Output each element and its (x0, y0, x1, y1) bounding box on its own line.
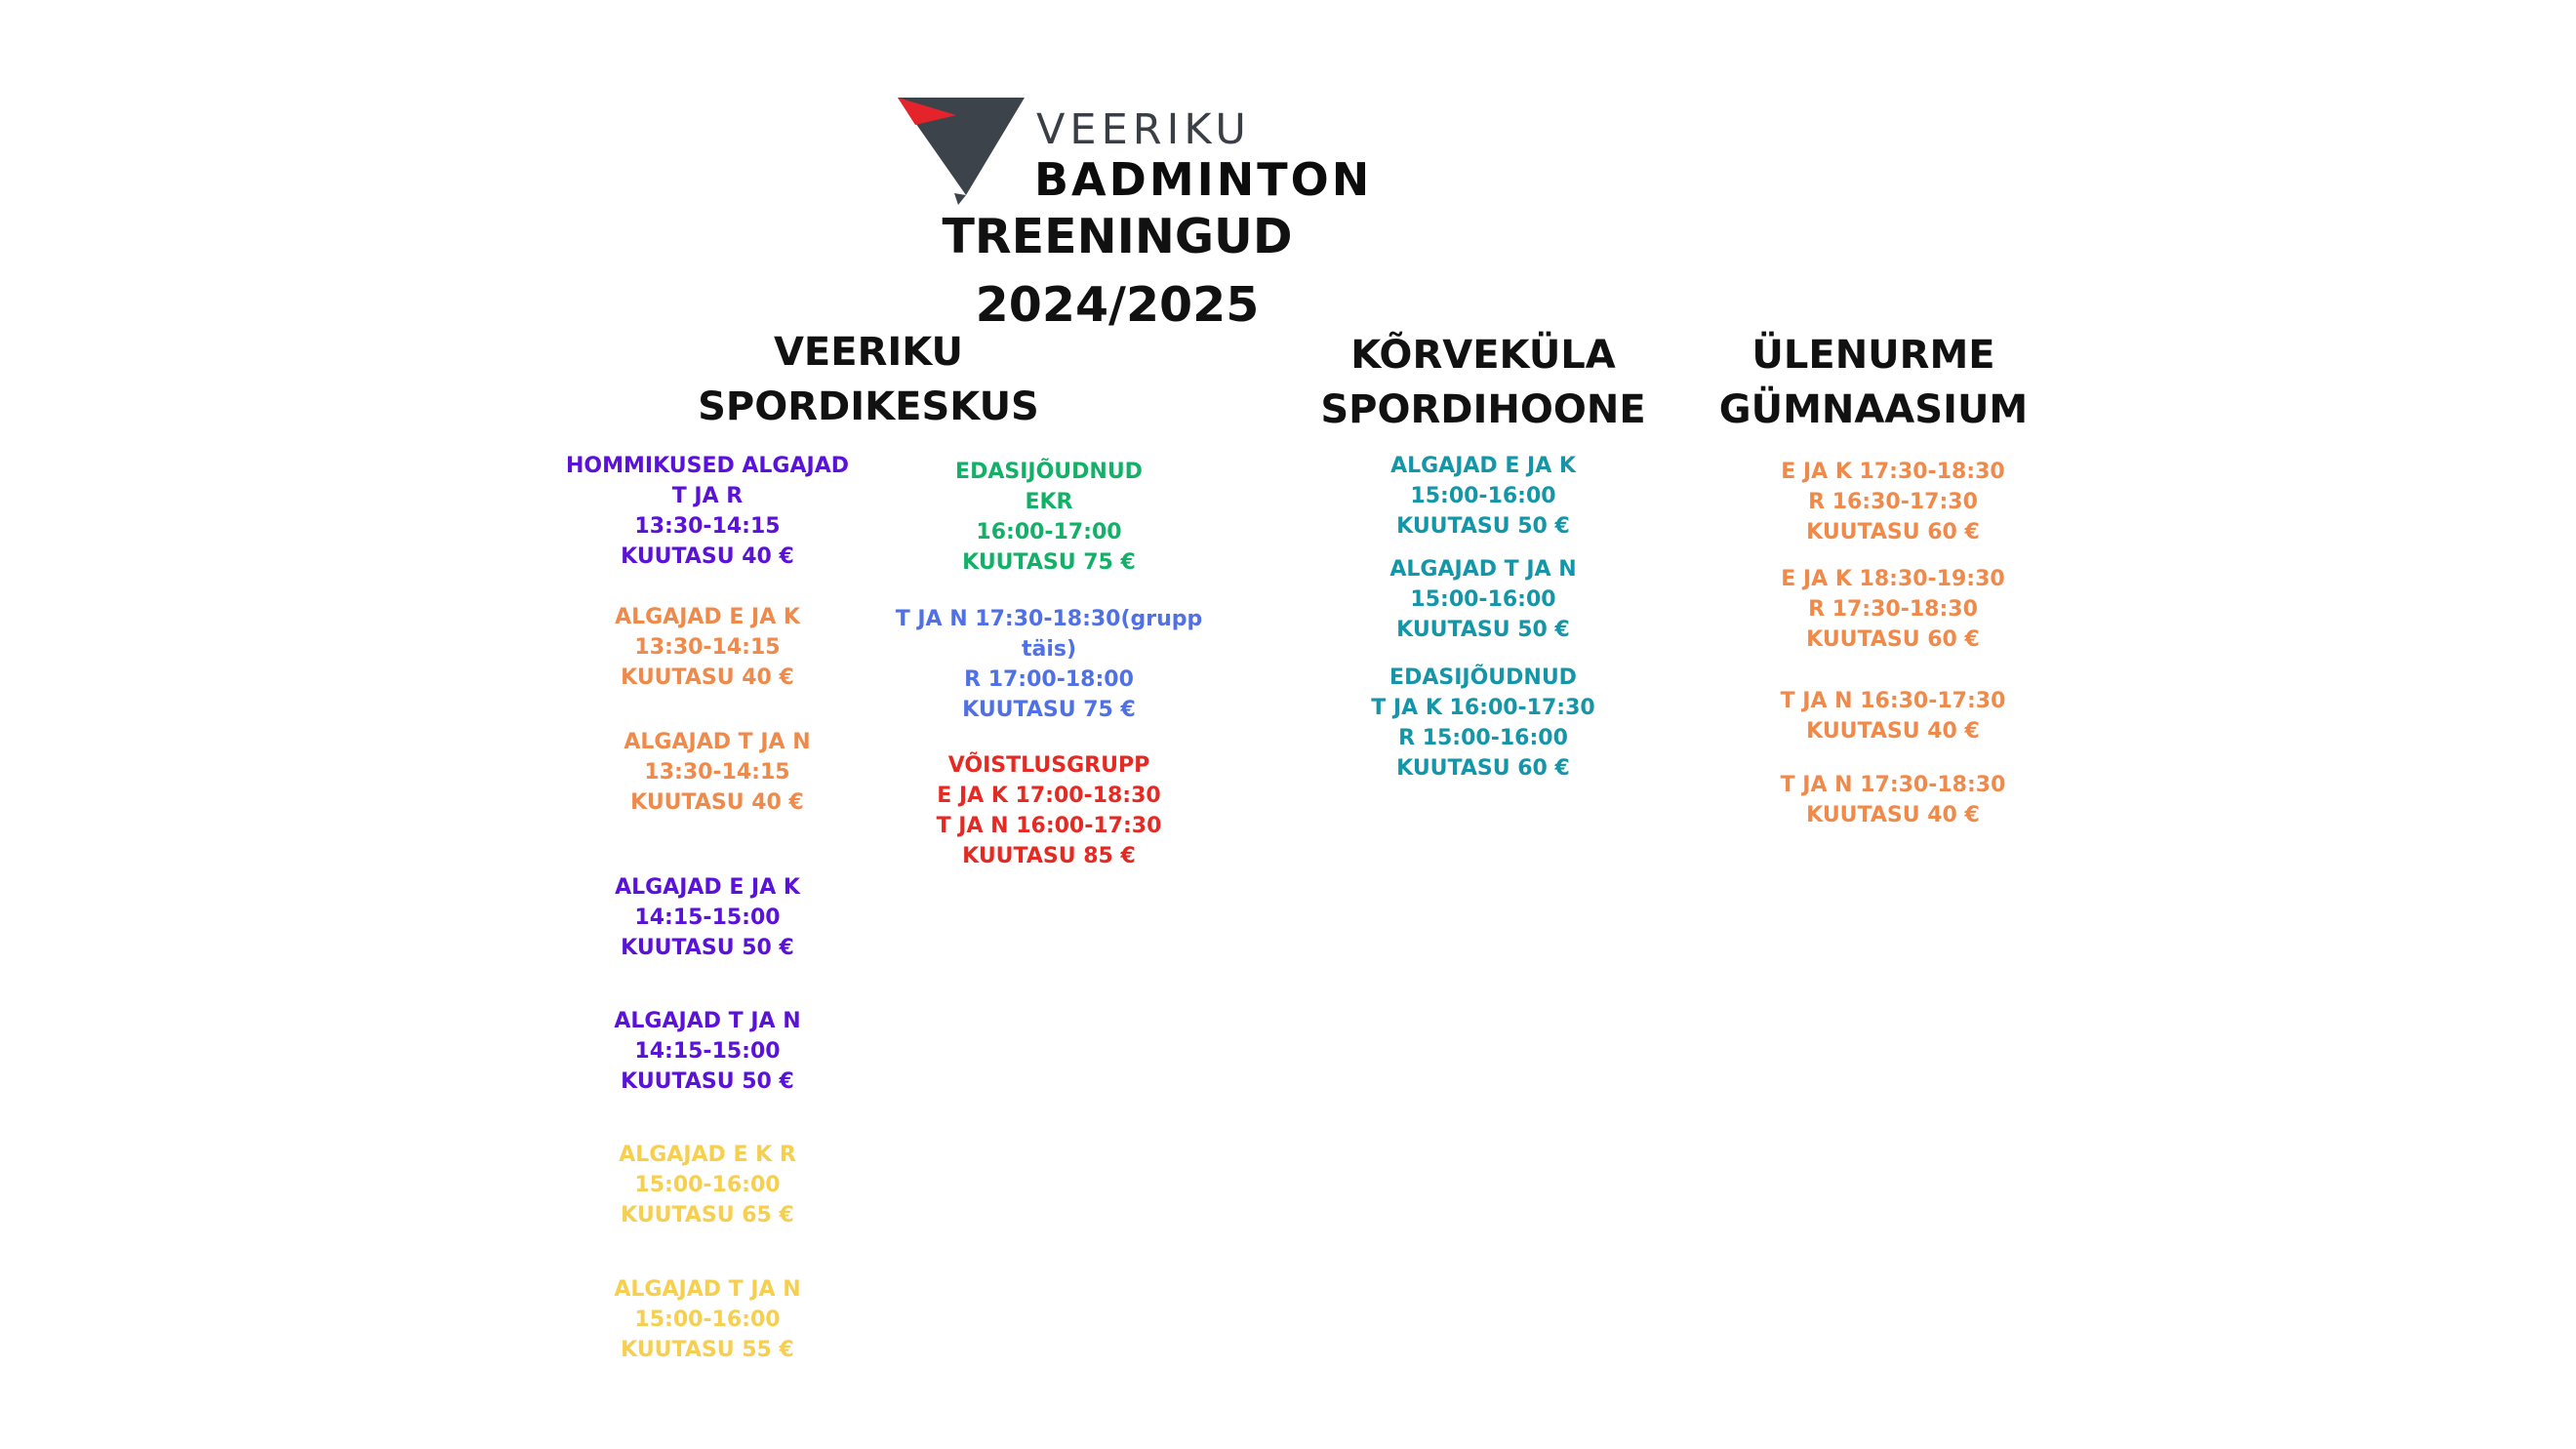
venue-heading-korvekula (1298, 328, 1669, 437)
schedule-block (1732, 686, 2054, 746)
page-title (878, 203, 1356, 340)
schedule-line: T JA N 17:30-18:30 (1780, 773, 2006, 797)
schedule-block (1322, 554, 1644, 645)
schedule-line: KUUTASU 55 € (621, 1338, 794, 1362)
schedule-line: T JA N 16:30-17:30 (1780, 689, 2006, 713)
schedule-line: R 17:00-18:00 (964, 667, 1134, 692)
venue-heading-line: KÕRVEKÜLA (1350, 333, 1616, 378)
schedule-line: E JA K 17:30-18:30 (1781, 460, 2005, 484)
schedule-line: KUUTASU 40 € (621, 544, 794, 569)
badminton-shuttlecock-logo-icon (898, 98, 1025, 207)
schedule-line: KUUTASU 40 € (621, 665, 794, 690)
schedule-line: 15:00-16:00 (634, 1173, 781, 1197)
schedule-line: 13:30-14:15 (644, 760, 790, 785)
schedule-block (888, 604, 1210, 725)
schedule-line: T JA N 17:30-18:30(grupp (895, 607, 1203, 631)
schedule-line: KUUTASU 40 € (630, 790, 804, 815)
schedule-line: HOMMIKUSED ALGAJAD (565, 454, 849, 478)
schedule-line: täis) (1021, 637, 1077, 662)
schedule-line: ALGAJAD E JA K (615, 605, 800, 629)
schedule-line: ALGAJAD E JA K (1390, 454, 1576, 478)
schedule-block (1322, 451, 1644, 542)
schedule-line: 13:30-14:15 (634, 514, 781, 539)
schedule-block (1732, 457, 2054, 547)
schedule-line: KUUTASU 40 € (1806, 719, 1980, 744)
schedule-block (556, 727, 878, 818)
title-line-2: 2024/2025 (975, 277, 1260, 333)
schedule-line: ALGAJAD T JA N (614, 1277, 801, 1302)
schedule-line: 15:00-16:00 (634, 1308, 781, 1332)
schedule-block (888, 750, 1210, 871)
schedule-line: T JA N 16:00-17:30 (936, 814, 1162, 838)
schedule-line: 15:00-16:00 (1410, 484, 1556, 508)
schedule-line: R 17:30-18:30 (1808, 597, 1978, 622)
schedule-line: KUUTASU 75 € (962, 698, 1136, 722)
schedule-line: EDASIJÕUDNUD (1389, 665, 1577, 690)
schedule-block (1732, 770, 2054, 830)
schedule-line: 16:00-17:00 (976, 520, 1122, 544)
schedule-line: KUUTASU 50 € (621, 1069, 794, 1094)
venue-heading-line: VEERIKU (773, 330, 964, 375)
schedule-line: R 16:30-17:30 (1808, 490, 1978, 514)
schedule-line: EKR (1025, 490, 1073, 514)
schedule-line: KUUTASU 50 € (621, 936, 794, 960)
schedule-line: KUUTASU 60 € (1396, 756, 1570, 781)
schedule-block (546, 1140, 868, 1230)
schedule-line: R 15:00-16:00 (1398, 726, 1568, 750)
schedule-line: EDASIJÕUDNUD (955, 460, 1143, 484)
schedule-block (546, 872, 868, 963)
brand-name-bottom: BADMINTON (1034, 153, 1373, 206)
schedule-line: ALGAJAD E JA K (615, 875, 800, 900)
schedule-line: KUUTASU 85 € (962, 844, 1136, 868)
venue-heading-veeriku (673, 325, 1064, 434)
venue-heading-line: SPORDIHOONE (1320, 387, 1646, 432)
schedule-line: KUUTASU 50 € (1396, 618, 1570, 642)
schedule-line: T JA K 16:00-17:30 (1371, 696, 1595, 720)
schedule-line: ALGAJAD T JA N (1389, 557, 1577, 582)
schedule-line: E JA K 18:30-19:30 (1781, 567, 2005, 591)
schedule-line: KUUTASU 40 € (1806, 803, 1980, 827)
schedule-block (546, 451, 868, 572)
schedule-line: E JA K 17:00-18:30 (937, 784, 1161, 808)
schedule-line: 15:00-16:00 (1410, 587, 1556, 612)
schedule-line: ALGAJAD T JA N (614, 1009, 801, 1033)
venue-heading-line: GÜMNAASIUM (1718, 387, 2029, 432)
schedule-line: KUUTASU 60 € (1806, 627, 1980, 652)
schedule-line: ALGAJAD T JA N (624, 730, 811, 754)
schedule-block (546, 602, 868, 693)
schedule-line: KUUTASU 75 € (962, 550, 1136, 575)
schedule-line: KUUTASU 60 € (1806, 520, 1980, 544)
schedule-line: 14:15-15:00 (634, 1039, 781, 1064)
schedule-line: KUUTASU 50 € (1396, 514, 1570, 539)
schedule-line: 14:15-15:00 (634, 906, 781, 930)
schedule-line: 13:30-14:15 (634, 635, 781, 660)
schedule-line: VÕISTLUSGRUPP (947, 753, 1150, 778)
schedule-line: ALGAJAD E K R (619, 1143, 796, 1167)
title-line-1: TREENINGUD (942, 209, 1293, 264)
brand-name-top: VEERIKU (1036, 105, 1251, 154)
schedule-block (888, 457, 1210, 578)
schedule-block (1732, 564, 2054, 655)
schedule-block (546, 1006, 868, 1097)
schedule-block (546, 1274, 868, 1365)
schedule-line: KUUTASU 65 € (621, 1203, 794, 1228)
venue-heading-line: ÜLENURME (1751, 333, 1995, 378)
venue-heading-line: SPORDIKESKUS (698, 384, 1039, 429)
schedule-line: T JA R (671, 484, 744, 508)
venue-heading-ulenurme (1698, 328, 2049, 437)
schedule-block (1322, 663, 1644, 784)
